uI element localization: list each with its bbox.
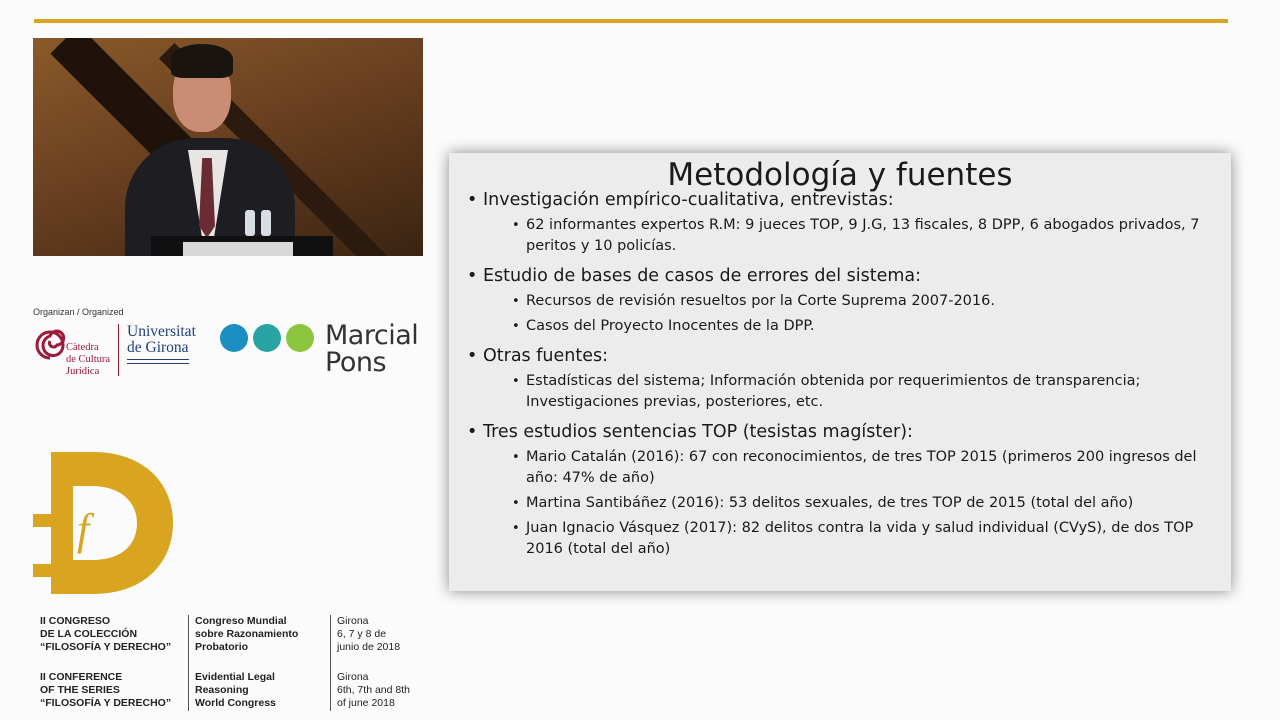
- conf-line: Girona: [337, 615, 369, 627]
- organizan-label: Organizan / Organized: [33, 307, 124, 317]
- conf-separator-1: [188, 615, 189, 711]
- catedra-line-3: Jurídica: [66, 366, 100, 377]
- bullet-heading: • Tres estudios sentencias TOP (tesistas magíster):: [467, 422, 1212, 443]
- speaker-video: [33, 38, 423, 256]
- marcial-line-2: Pons: [325, 347, 387, 378]
- conf-separator-2: [330, 615, 331, 711]
- conference-col3-en: [337, 671, 410, 710]
- bullet-heading: • Estudio de bases de casos de errores del sistema:: [467, 266, 1212, 287]
- bullet-item: • Martina Santibáñez (2016): 53 delitos sexuales, de tres TOP de 2015 (total del año): [512, 493, 1212, 514]
- presentation-slide: [449, 153, 1231, 591]
- conference-col1-es: [40, 615, 171, 654]
- slide-title: Metodología y fuentes: [667, 157, 1013, 193]
- bullet-item: • 62 informantes expertos R.M: 9 jueces TOP, 9 J.G, 13 fiscales, 8 DPP, 6 abogados privados, 7 peritos y 10 policías.: [512, 215, 1212, 257]
- conference-col2-en: [195, 671, 276, 710]
- top-accent-rule: [34, 19, 1228, 23]
- conf-line: Probatorio: [195, 641, 249, 653]
- catedra-swirl-icon: [33, 328, 67, 362]
- conf-line: Reasoning: [195, 684, 249, 696]
- marcial-line-1: Marcial: [325, 320, 419, 351]
- conf-line: of june 2018: [337, 697, 395, 709]
- filosofia-derecho-logo: [33, 452, 173, 594]
- bullet-heading: • Investigación empírico-cualitativa, entrevistas:: [467, 190, 1212, 211]
- conf-line: DE LA COLECCIÓN: [40, 628, 138, 640]
- bullet-item: • Estadísticas del sistema; Información obtenida por requerimientos de transparencia; Investigaciones previas, posteriores, etc.: [512, 371, 1212, 413]
- conf-line: junio de 2018: [337, 641, 401, 653]
- catedra-line-2: de Cultura: [66, 354, 111, 365]
- catedra-logo: [33, 322, 123, 378]
- bullet-item: • Recursos de revisión resueltos por la Corte Suprema 2007-2016.: [512, 291, 1212, 312]
- slide-bullets: [467, 190, 1212, 560]
- conf-line: Girona: [337, 671, 369, 683]
- conference-col1-en: [40, 671, 171, 710]
- catedra-line-1: Càtedra: [66, 342, 99, 353]
- conf-line: II CONGRESO: [40, 615, 111, 627]
- conf-line: 6, 7 y 8 de: [337, 628, 387, 640]
- conf-line: “FILOSOFÍA Y DERECHO”: [40, 641, 172, 653]
- bullet-item: • Juan Ignacio Vásquez (2017): 82 delitos contra la vida y salud individual (CVyS), de dos TOP 2016 (total del año): [512, 518, 1212, 560]
- sponsor-divider: [118, 324, 119, 376]
- svg-text:f: f: [77, 505, 90, 554]
- conf-line: 6th, 7th and 8th: [337, 684, 410, 696]
- conf-line: OF THE SERIES: [40, 684, 120, 696]
- conf-line: sobre Razonamiento: [195, 628, 299, 640]
- bullet-item: • Casos del Proyecto Inocentes de la DPP.: [512, 316, 1212, 337]
- conf-line: “FILOSOFÍA Y DERECHO”: [40, 697, 172, 709]
- conf-line: Congreso Mundial: [195, 615, 287, 627]
- udg-line-2: de Girona: [127, 339, 189, 356]
- marcial-pons-circles-logo: [220, 324, 316, 352]
- conf-line: World Congress: [195, 697, 276, 709]
- udg-logo: [127, 324, 196, 364]
- conf-line: II CONFERENCE: [40, 671, 123, 683]
- bullet-item: • Mario Catalán (2016): 67 con reconocimientos, de tres TOP 2015 (primeros 200 ingresos del año: 47% de año): [512, 447, 1212, 489]
- bullet-heading: • Otras fuentes:: [467, 346, 1212, 367]
- conference-col3-es: [337, 615, 400, 654]
- udg-line-1: Universitat: [127, 323, 196, 340]
- marcial-pons-wordmark: [325, 322, 418, 376]
- conference-col2-es: [195, 615, 298, 654]
- conf-line: Evidential Legal: [195, 671, 275, 683]
